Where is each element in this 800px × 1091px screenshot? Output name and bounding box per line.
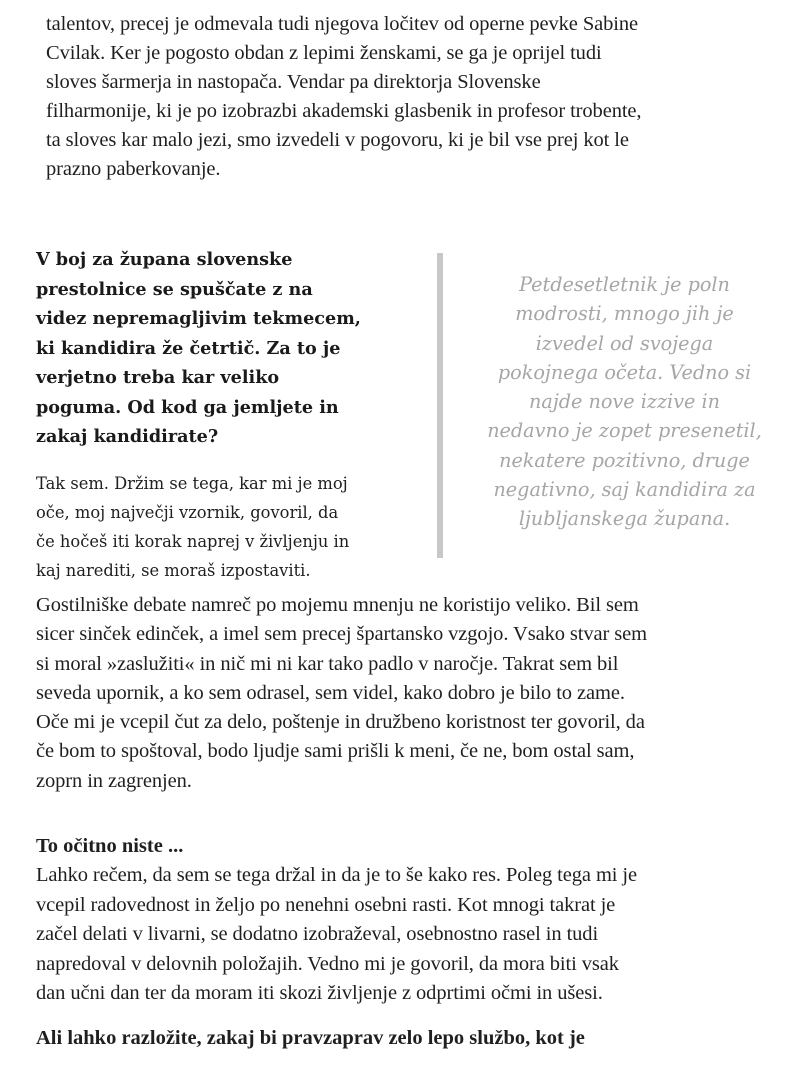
text-line: nekatere pozitivno, druge [499, 448, 750, 472]
text-line: zoprn in zagrenjen. [36, 769, 192, 792]
interview-answer-1-continued [36, 591, 798, 796]
text-line: verjetno treba kar veliko [36, 367, 280, 388]
text-line: filharmonije, ki je po izobrazbi akademski glasbenik in profesor trobente, [46, 100, 642, 122]
text-line: napredoval v delovnih položajih. Vedno mi je govoril, da mora biti vsak [36, 952, 619, 975]
text-line: kaj narediti, se moraš izpostaviti. [36, 561, 311, 580]
text-line: oče, moj največji vzornik, govoril, da [36, 503, 339, 522]
text-line: izvedel od svojega [535, 331, 714, 355]
text-line: če bom to spoštoval, bodo ljudje sami prišli k meni, če ne, bom ostal sam, [36, 740, 635, 763]
text-line: prazno paberkovanje. [46, 158, 221, 180]
interview-question-3: Ali lahko razložite, zakaj bi pravzaprav zelo lepo službo, kot je [36, 1027, 585, 1049]
text-line: si moral »zaslužiti« in nič mi ni kar tako padlo v naročje. Takrat sem bil [36, 652, 619, 675]
text-line: talentov, precej je odmevala tudi njegova ločitev od operne pevke Sabine [46, 13, 639, 35]
text-line: začel delati v livarni, se dodatno izobraževal, osebnostno rasel in tudi [36, 923, 599, 946]
text-line: ljubljanskega župana. [518, 507, 731, 531]
pull-quote-text [457, 270, 792, 534]
text-line: Gostilniške debate namreč po mojemu mnenju ne koristijo veliko. Bil sem [36, 594, 639, 616]
text-line: V boj za župana slovenske [36, 249, 293, 270]
text-line: negativno, saj kandidira za [493, 478, 756, 502]
text-line: vcepil radovednost in željo po nenehni osebni rasti. Kot mnogi takrat je [36, 893, 616, 916]
interview-question-2: To očitno niste ... [36, 835, 184, 857]
text-line: seveda upornik, a ko sem odrasel, sem videl, kako dobro je bilo to zame. [36, 681, 625, 704]
text-line: Tak sem. Držim se tega, kar mi je moj [36, 474, 348, 493]
text-line: Oče mi je vcepil čut za delo, poštenje in družbeno koristnost ter govoril, da [36, 711, 645, 734]
intro-paragraph [46, 10, 796, 184]
text-line: poguma. Od kod ga jemljete in [36, 396, 339, 418]
text-line: modrosti, mnogo jih je [515, 302, 734, 326]
pull-quote [437, 253, 792, 558]
text-line: dan učni dan ter da moram iti skozi življenje z odprtimi očmi in ušesi. [36, 982, 603, 1005]
text-line: če hočeš iti korak naprej v življenju in [36, 532, 350, 551]
text-line: prestolnice se spuščate z na [36, 278, 313, 300]
text-line: najde nove izzive in [529, 390, 720, 414]
text-line: Petdesetletnik je poln [519, 273, 730, 296]
text-line: nedavno je zopet presenetil, [487, 419, 762, 443]
text-line: Cvilak. Ker je pogosto obdan z lepimi ženskami, se ga je oprijel tudi [46, 42, 602, 64]
interview-answer-1 [36, 469, 436, 585]
text-line: pokojnega očeta. Vedno si [497, 360, 752, 384]
text-line: Lahko rečem, da sem se tega držal in da je to še kako res. Poleg tega mi je [36, 864, 638, 886]
text-line: videz nepremagljivim tekmecem, [36, 308, 361, 329]
interview-answer-2 [36, 861, 798, 1009]
text-line: ki kandidira že četrtič. Za to je [36, 337, 341, 359]
interview-question-1 [36, 245, 436, 452]
text-line: sloves šarmerja in nastopača. Vendar pa direktorja Slovenske [46, 71, 541, 93]
text-line: ta sloves kar malo jezi, smo izvedeli v pogovoru, ki je bil vse prej kot le [46, 129, 629, 151]
text-line: zakaj kandidirate? [36, 426, 219, 447]
text-line: sicer sinček edinček, a imel sem precej špartansko vzgojo. Vsako stvar sem [36, 623, 648, 646]
